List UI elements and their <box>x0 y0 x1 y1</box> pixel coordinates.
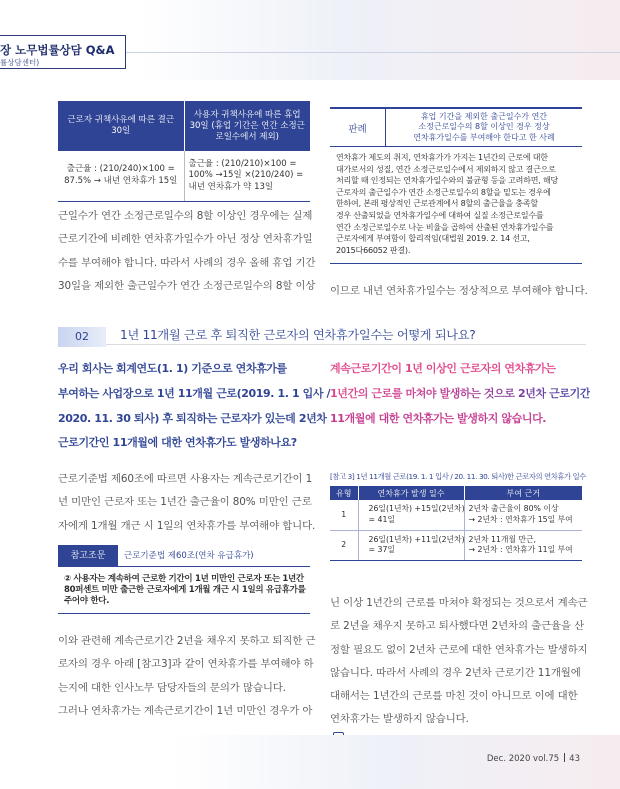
section-title: 1년 11개월 근로 후 퇴직한 근로자의 연차휴가일수는 어떻게 되나요? <box>120 328 476 342</box>
reference-article-line: 주어야 한다. <box>64 596 110 606</box>
reference-table-type: 2 <box>330 530 358 560</box>
precedent-header <box>330 107 582 147</box>
paragraph-line: 닌 이상 1년간의 근로를 마쳐야 확정되는 것으로서 계속근 <box>330 597 588 609</box>
reference-table-days-line: 26일(1년차) +15일(2년차) <box>368 504 465 514</box>
reference-article-label: 참고조문 <box>58 545 118 566</box>
paragraph-line: 근로기준법 제60조에 따르면 사용자는 계속근로기간이 1 <box>58 473 313 485</box>
paragraph-line: 이므로 내년 연차휴가일수는 정상적으로 부여해야 합니다. <box>330 285 588 297</box>
table-row <box>330 530 582 560</box>
reference-table-basis <box>464 530 582 560</box>
reference-article-title: 근로기준법 제60조(연차 유급휴가) <box>124 551 254 561</box>
reference-table-header: 연차휴가 발생 일수 <box>358 486 464 500</box>
precedent-body-line: 대가로서의 성질, 연간 소정근로일수에서 제외하지 않고 결근으로 <box>336 164 556 174</box>
question-line: 우리 회사는 회계연도(1. 1) 기준으로 연차휴가를 <box>58 362 287 375</box>
table-header-worker-absence: 근로자 귀책사유에 따른 결근 30일 <box>58 101 184 151</box>
reference-table-days-line: = 41일 <box>368 514 395 524</box>
reference-table-basis-line: → 2년차 : 연차휴가 11일 부여 <box>468 545 573 554</box>
paragraph-left-top <box>58 205 315 298</box>
paragraph-line: 정할 필요도 없이 2년차 근로에 대한 연차휴가는 발생하지 <box>330 643 588 656</box>
answer-line: 계속근로기간이 1년 이상인 근로자의 연차휴가는 <box>330 362 556 375</box>
reference-article-header <box>58 545 310 567</box>
precedent-label: 판례 <box>330 109 386 146</box>
answer-block <box>330 357 590 431</box>
reference-article-body <box>58 567 310 614</box>
page-number: 43 <box>569 754 580 764</box>
precedent-box <box>330 107 582 264</box>
reference-table-type: 1 <box>330 500 358 530</box>
answer-line: 1년간의 근로를 마쳐야 발생하는 것으로 2년차 근로기간 <box>330 382 590 407</box>
question-line: 근로기간인 11개월에 대한 연차휴가도 발생하나요? <box>58 436 297 450</box>
reference-table-days-line: 26일(1년차) +11일(2년차) <box>368 534 465 544</box>
section-number: 02 <box>58 327 106 347</box>
footer-separator <box>564 753 565 762</box>
precedent-title-line: 소정근로일수의 8할 이상인 경우 정상 <box>418 122 550 132</box>
table-cell-suspension-calc: 출근율 : (210/210)×100 = 100% →15일 ×(210/240) = 내년 연차휴가 약 13일 <box>184 151 310 201</box>
paragraph-right-top <box>330 280 588 303</box>
paragraph-line: 수를 부여해야 합니다. 따라서 사례의 경우 올해 휴업 기간 <box>58 256 316 269</box>
paragraph-line: 30일을 제외한 출근일수가 연간 소정근로일수의 8할 이상 <box>58 279 316 292</box>
precedent-body-line: 근로자의 출근일수가 연간 소정근로일수의 8할을 밑도는 경우에 <box>336 187 551 197</box>
precedent-body-line: 근로자에게 부여함이 합리적임(대법원 2019. 2. 14 선고, <box>336 234 530 244</box>
paragraph-line: 않습니다. 따라서 사례의 경우 2년차 근로기간 11개월에 <box>330 666 581 679</box>
precedent-title-line: 휴업 기간을 제외한 출근일수가 연간 <box>420 111 548 121</box>
precedent-body-line: 연차휴가 제도의 취지, 연차휴가가 가지는 1년간의 근로에 대한 <box>336 153 548 162</box>
reference-table-basis-line: → 2년차 : 연차휴가 15일 부여 <box>468 514 573 524</box>
reference-table-basis-line: 2년차 11개월 만근, <box>468 534 537 544</box>
paragraph-line: 그러나 연차휴가는 계속근로기간이 1년 미만인 경우가 아 <box>58 704 313 717</box>
precedent-body-line: 연간 소정근로일수로 나눈 비율을 곱하여 산출된 연차휴가일수를 <box>336 222 554 232</box>
reference-table <box>330 486 582 561</box>
header-title: 장 노무법률상담 Q&A <box>0 43 115 57</box>
precedent-title-line: 연차휴가일수를 부여해야 한다고 한 사례 <box>413 132 555 142</box>
precedent-body <box>330 147 582 264</box>
reference-article-line: 80퍼센트 미만 출근한 근로자에게 1개월 개근 시 1일의 유급휴가를 <box>64 585 306 595</box>
paragraph-line: 년 미만인 근로자 또는 1년간 출근율이 80% 미만인 근로 <box>58 496 312 509</box>
section-rule <box>58 344 586 345</box>
table-cell-absence-calc: 출근율 : (210/240)×100 = 87.5% → 내년 연차휴가 15일 <box>58 151 184 201</box>
precedent-body-line: 한하여, 본래 평상적인 근로관계에서 8할의 출근율을 충족할 <box>336 199 538 209</box>
question-line: 부여하는 사업장으로 1년 11개월 근로(2019. 1. 1 입사 / <box>58 386 331 400</box>
footer-issue: Dec. 2020 vol.75 <box>486 754 560 764</box>
paragraph-line: 는지에 대한 인사노무 담당자들의 문의가 많습니다. <box>58 681 286 694</box>
paragraph-line: 연차휴가는 발생하지 않습니다. <box>330 713 469 726</box>
paragraph-left-bottom <box>58 630 316 723</box>
reference-article-line: ② 사용자는 계속하여 근로한 기간이 1년 미만인 근로자 또는 1년간 <box>64 574 304 584</box>
header-subtitle: 률상담센터) <box>0 58 40 67</box>
header-rule <box>126 52 620 53</box>
table-row <box>330 500 582 530</box>
paragraph-line: 이와 관련해 계속근로기간 2년을 채우지 못하고 퇴직한 근 <box>58 635 316 647</box>
paragraph-line: 근일수가 연간 소정근로일수의 8할 이상인 경우에는 실제 <box>58 210 313 222</box>
question-block <box>58 357 330 456</box>
reference-table-days-line: = 37일 <box>368 545 395 554</box>
attendance-comparison-table <box>58 101 310 202</box>
footer <box>487 753 580 764</box>
reference-table-basis <box>464 500 582 530</box>
precedent-body-line: 처리할 때 인정되는 연차휴가일수와의 불균형 등을 고려하면, 해당 <box>336 176 558 186</box>
paragraph-line: 근로기간에 비례한 연차휴가일수가 아닌 정상 연차휴가일 <box>58 233 313 246</box>
table-header-employer-suspension: 사용자 귀책사유에 따른 휴업 30일 (휴업 기간은 연간 소정근로일수에서 제외) <box>184 101 310 151</box>
reference-table-days <box>358 530 464 560</box>
reference-table-header: 부여 근거 <box>464 486 582 500</box>
reference-table-caption: [참고 3] 1년 11개월 근로(19. 1. 1 입사 / 20. 11. 30. 퇴사)한 근로자의 연차휴가 일수 <box>330 472 586 481</box>
reference-table-basis-line: 2년차 출근율이 80% 이상 <box>468 504 559 514</box>
precedent-body-line: 경우 산출되었을 연차휴가일수에 대하여 실질 소정근로일수를 <box>336 210 544 220</box>
reference-table-header: 유형 <box>330 486 358 500</box>
precedent-title <box>386 109 582 146</box>
reference-article-box <box>58 545 310 614</box>
paragraph-line: 로 2년을 채우지 못하고 퇴사했다면 2년차의 출근율을 산 <box>330 620 585 633</box>
paragraph-line: 자에게 1개월 개근 시 1일의 연차휴가를 부여해야 합니다. <box>58 519 316 532</box>
paragraph-line: 대해서는 1년간의 근로를 마친 것이 아니므로 이에 대한 <box>330 690 578 703</box>
question-line: 2020. 11. 30 퇴사) 후 퇴직하는 근로자가 있는데 2년차 <box>58 411 327 425</box>
precedent-body-line: 2015다66052 판결). <box>336 245 411 255</box>
answer-line: 11개월에 대한 연차휴가는 발생하지 않습니다. <box>330 411 547 425</box>
paragraph-left-mid <box>58 468 315 538</box>
paragraph-line: 로자의 경우 아래 [참고3]과 같이 연차휴가를 부여해야 하 <box>58 658 314 671</box>
reference-table-days <box>358 500 464 530</box>
